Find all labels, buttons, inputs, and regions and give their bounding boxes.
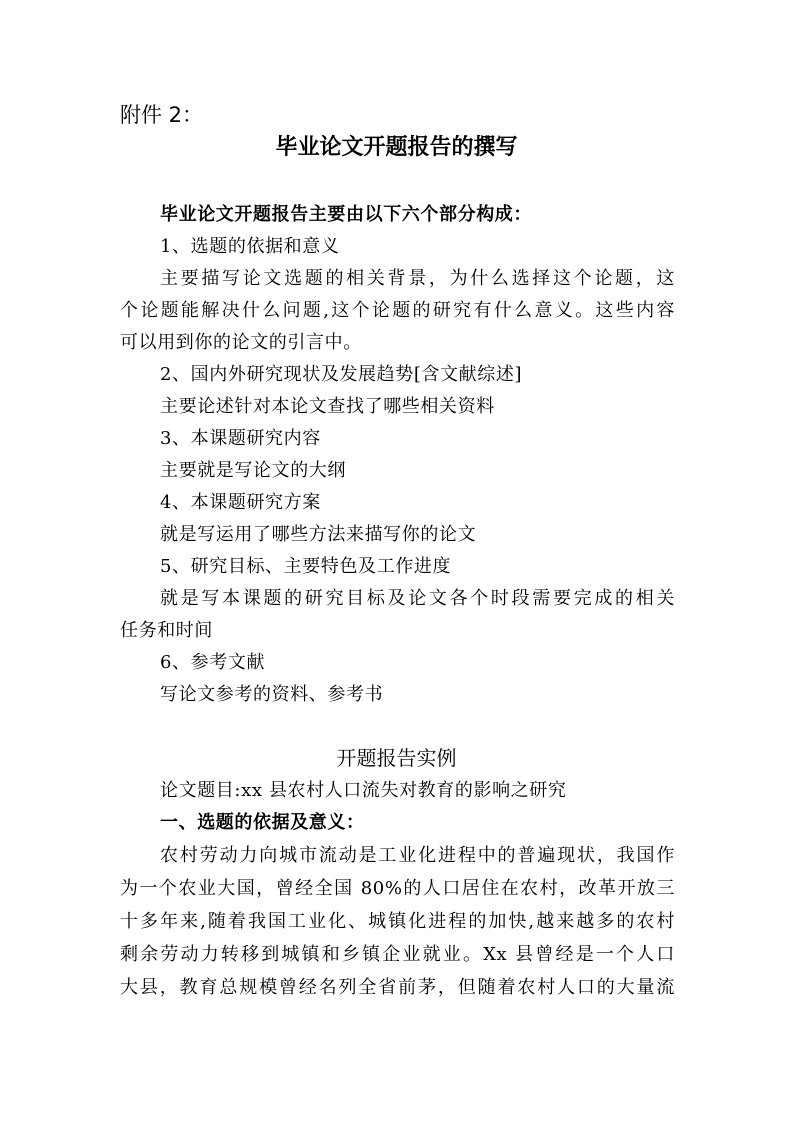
section-desc-6-line-1: 写论文参考的资料、参考书 [160,684,384,705]
section-heading-5: 5、研究目标、主要特色及工作进度 [160,556,452,577]
section-desc-1-line-2: 个论题能解决什么问题,这个论题的研究有什么意义。这些内容 [120,300,675,321]
guide-intro: 毕业论文开题报告主要由以下六个部分构成： [160,204,532,225]
example-body-line-1: 农村劳动力向城市流动是工业化进程中的普遍现状，我国作 [160,845,675,866]
annex-label: 附件 2： [120,103,204,127]
example-body-line-2: 为一个农业大国，曾经全国 80%的人口居住在农村，改革开放三 [120,878,675,899]
example-body-line-3: 十多年来,随着我国工业化、城镇化进程的加快,越来越多的农村 [120,911,675,932]
thesis-title: 论文题目:xx 县农村人口流失对教育的影响之研究 [160,780,567,801]
section-desc-1-line-3: 可以用到你的论文的引言中。 [120,332,362,353]
section-heading-4: 4、本课题研究方案 [160,492,321,513]
section-heading-6: 6、参考文献 [160,652,266,673]
example-section-heading: 一、选题的依据及意义： [160,812,365,833]
section-heading-3: 3、本课题研究内容 [160,428,321,449]
page-title: 毕业论文开题报告的撰写 [275,135,518,160]
section-desc-1-line-1: 主要描写论文选题的相关背景，为什么选择这个论题，这 [160,268,675,289]
example-body-line-4: 剩余劳动力转移到城镇和乡镇企业就业。Xx 县曾经是一个人口 [120,944,675,965]
section-desc-2-line-1: 主要论述针对本论文查找了哪些相关资料 [160,396,495,417]
example-title: 开题报告实例 [336,746,457,770]
section-desc-5-line-2: 任务和时间 [120,620,213,641]
section-desc-5-line-1: 就是写本课题的研究目标及论文各个时段需要完成的相关 [160,588,675,609]
section-heading-1: 1、选题的依据和意义 [160,236,340,257]
section-heading-2: 2、国内外研究现状及发展趋势[含文献综述] [160,364,523,385]
example-body-line-5: 大县，教育总规模曾经名列全省前茅，但随着农村人口的大量流 [120,977,675,998]
section-desc-3-line-1: 主要就是写论文的大纲 [160,460,346,481]
section-desc-4-line-1: 就是写运用了哪些方法来描写你的论文 [160,524,477,545]
